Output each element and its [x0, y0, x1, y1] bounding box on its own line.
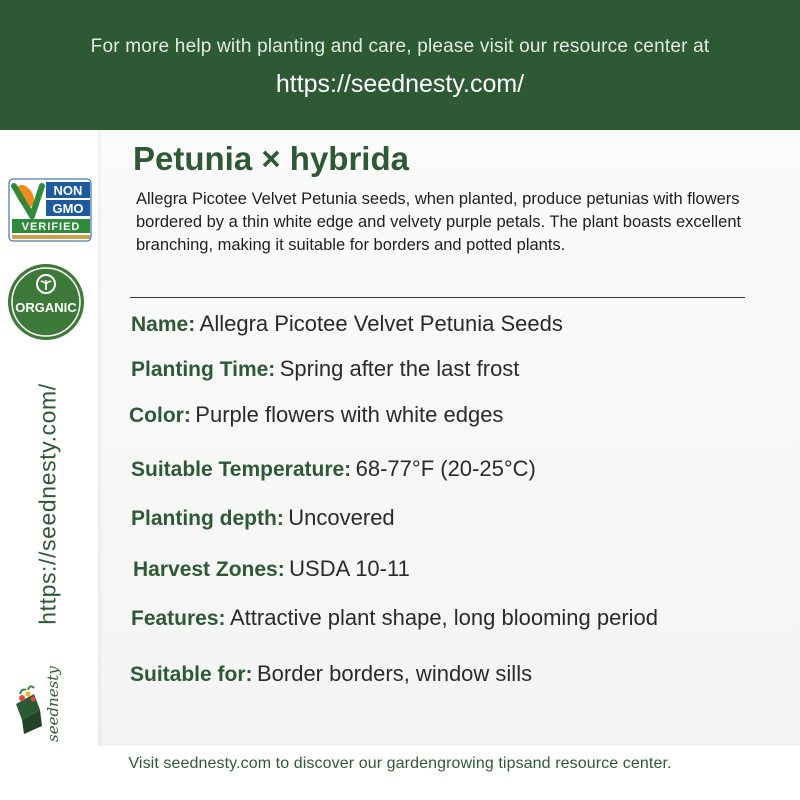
spec-row-suitable-for [130, 661, 532, 687]
banner-help-text: For more help with planting and care, please visit our resource center at [90, 36, 710, 57]
spec-value: 68-77°F (20-25°C) [355, 456, 536, 481]
non-gmo-verified-badge [8, 178, 92, 242]
nongmo-mid-text: GMO [52, 201, 84, 216]
spec-label: Suitable Temperature: [131, 458, 352, 481]
spec-value: Allegra Picotee Velvet Petunia Seeds [199, 311, 563, 336]
spec-row-name [131, 311, 563, 337]
spec-row-planting-time [131, 356, 519, 382]
nongmo-bottom-text: VERIFIED [21, 221, 81, 233]
spec-row-harvest-zones [133, 556, 410, 582]
spec-label: Color: [129, 404, 191, 427]
divider [130, 297, 745, 298]
spec-value: Uncovered [288, 505, 395, 530]
spec-value: Attractive plant shape, long blooming period [229, 605, 659, 630]
spec-label: Suitable for: [130, 663, 253, 686]
spec-row-color [129, 402, 503, 428]
spec-label: Harvest Zones: [133, 558, 285, 581]
spec-label: Name: [131, 313, 196, 336]
vertical-url-text[interactable]: https://seednesty.com/ [34, 383, 61, 625]
spec-value: Purple flowers with white edges [195, 402, 504, 427]
spec-label: Planting depth: [131, 507, 284, 530]
organic-badge [6, 262, 86, 342]
spec-row-temperature [131, 456, 536, 482]
banner-url-link[interactable]: https://seednesty.com/ [275, 70, 525, 98]
organic-text: ORGANIC [15, 300, 77, 315]
spec-value: Border borders, window sills [256, 661, 533, 686]
product-title: Petunia × hybrida [133, 140, 409, 177]
logo-wordmark: seednesty [44, 666, 62, 742]
spec-value: USDA 10-11 [289, 556, 410, 581]
spec-value: Spring after the last frost [279, 356, 520, 381]
spec-row-features [131, 605, 658, 631]
nongmo-top-text: NON [53, 183, 83, 198]
product-description: Allegra Picotee Velvet Petunia seeds, when planted, produce petunias with flowers bordered by a thin white edge and velvety purple petals. The plant boasts excellent branching, making it suitable for borders and potted plants. [136, 190, 742, 254]
top-banner [0, 0, 800, 130]
spec-label: Planting Time: [131, 358, 276, 381]
spec-label: Features: [131, 607, 226, 630]
footer-text: Visit seednesty.com to discover our gardengrowing tipsand resource center. [128, 755, 672, 772]
spec-row-planting-depth [131, 505, 395, 531]
seednesty-logo [6, 664, 92, 744]
